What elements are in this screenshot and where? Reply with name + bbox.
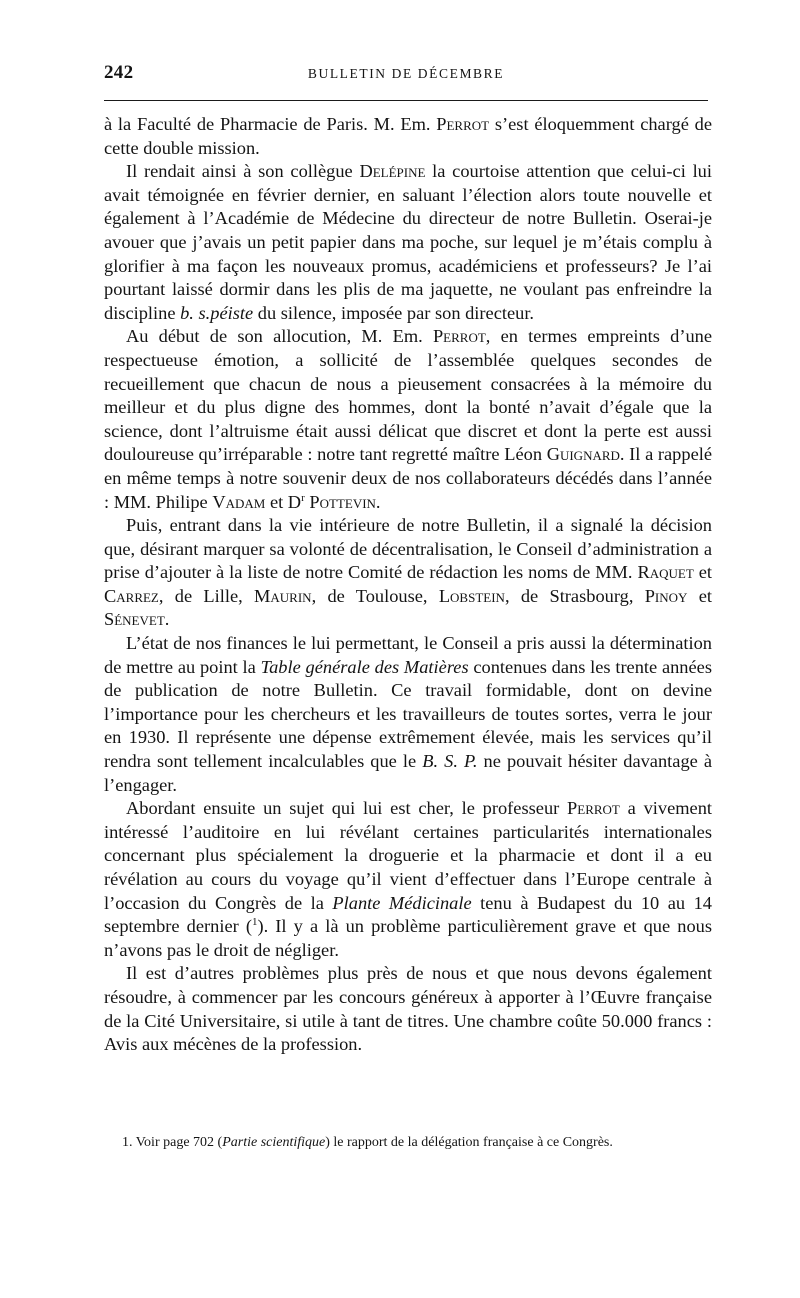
italic-text: Plante Médicinale — [332, 892, 472, 913]
text-run: Abordant ensuite un sujet qui lui est cher, le professeur — [126, 798, 568, 819]
paragraph — [104, 160, 712, 325]
footnote — [104, 1134, 708, 1152]
name-small-caps: Lobstein — [438, 585, 505, 606]
name-small-caps: Perrot — [436, 114, 490, 134]
italic-text: b. s.péiste — [180, 302, 254, 323]
text-run: , en termes empreints d’une respectueuse émotion, a sollicité de l’assemblée quelques secondes de recueillement que chacun de nous a pieusement consacrées à la mémoire du meilleur et du plus digne des hommes, dont la bonté n’avait d’égale que la science, dont l’altruisme était aussi délicat que discret et dont la perte est aussi douloureuse qu’irréparable : notre tant regretté maître Léon — [104, 326, 712, 465]
text-run: et — [693, 562, 712, 583]
text-run: contenues dans les trente années de publication de notre Bulletin. Ce travail formidable, dont on devine l’importance pour les chercheurs et les travailleurs de toutes sortes, verra le jour en 1930. Il représente une dépense extrêmement élevée, mais les services qu’il rendra sont tellement incalculables que le — [104, 656, 712, 772]
text-run: . — [375, 491, 381, 512]
italic-text: Partie scientifique — [222, 1135, 326, 1150]
paragraph — [104, 113, 712, 160]
text-run: . Il a rappelé en même temps à notre souvenir deux de nos collaborateurs décédés dans l’année : MM. Philipe — [104, 444, 713, 512]
text-run: a vivement intéressé l’auditoire en lui révélant certaines particularités internationales concernant plus spécialement la droguerie et la pharmacie et dont il a eu révélation au cours du voyage qu’il vient d’effectuer dans l’Europe centrale à l’occasion du Congrès de la — [104, 798, 712, 913]
text-run: la courtoise attention que celui-ci lui avait témoignée en février dernier, en saluant l’élection alors toute nouvelle et également à l’Académie de Médecine du directeur de notre Bulletin. Oserai-je avouer que j’avais un petit papier dans ma poche, sur lequel je m’étais complu à glorifier à ma façon les nouveaux promus, académiciens et professeurs? Je l’ai pourtant laissé dormir dans les plis de ma jaquette, ne voulant pas enfreindre la discipline — [104, 161, 712, 323]
paragraph — [104, 325, 712, 514]
name-small-caps: Carrez — [104, 585, 159, 606]
text-run: Il rendait ainsi à son collègue — [126, 161, 360, 182]
text-run: 1. Voir page 702 ( — [122, 1135, 223, 1150]
text-run: Au début de son allocution, M. Em. — [126, 326, 433, 347]
text-run: L’état de nos finances le lui permettant, le Conseil a pris aussi la détermination de mettre au point la — [104, 633, 712, 677]
name-small-caps: Raquet — [637, 562, 694, 583]
italic-text: Table générale des Matières — [260, 656, 469, 677]
paragraph — [104, 514, 712, 632]
text-run: tenu à Budapest du 10 au 14 septembre dernier ( — [104, 892, 712, 937]
text-run: à la Faculté de Pharmacie de Paris. M. Em. — [104, 114, 437, 134]
name-small-caps: Maurin — [254, 585, 312, 606]
text-run: et D — [265, 491, 302, 512]
text-run: , de Toulouse, — [311, 585, 439, 606]
page-number: 242 — [104, 62, 134, 83]
text-run: s’est éloquemment chargé de cette double mission. — [104, 114, 712, 158]
header-rule — [104, 100, 708, 101]
name-small-caps: Pottevin — [309, 491, 376, 512]
text-run: , de Lille, — [158, 585, 255, 606]
text-run: du silence, imposée par son directeur. — [253, 302, 535, 323]
page-header — [104, 62, 708, 86]
name-small-caps: Perrot — [432, 326, 486, 347]
paragraph — [104, 797, 712, 962]
name-small-caps: Vadam — [212, 491, 266, 512]
text-run: , de Strasbourg, — [504, 585, 645, 606]
text-run: ). Il y a là un problème particulièrement grave et que nous n’avons pas le droit de négliger. — [104, 916, 712, 960]
paragraph — [104, 962, 712, 1056]
name-small-caps: Guignard — [546, 444, 620, 465]
paragraph — [104, 632, 712, 797]
italic-text: B. S. P. — [422, 751, 478, 772]
name-small-caps: Delépine — [359, 161, 426, 182]
body-text — [104, 113, 712, 1057]
text-run: ne pouvait hésiter davantage à l’engager. — [104, 751, 713, 795]
text-run: ) le rapport de la délégation française à ce Congrès. — [325, 1135, 613, 1150]
name-small-caps: Sénevet — [104, 609, 165, 630]
superscript: 1 — [251, 916, 258, 929]
name-small-caps: Pinoy — [644, 585, 688, 606]
text-run: Puis, entrant dans la vie intérieure de notre Bulletin, il a signalé la décision que, désirant marquer sa volonté de décentralisation, le Conseil d’administration a prise d’ajouter à la liste de notre Comité de rédaction les noms de MM. — [104, 515, 712, 583]
name-small-caps: Perrot — [567, 798, 620, 819]
text-run: et — [687, 585, 712, 606]
superscript: r — [301, 491, 305, 504]
running-title: BULLETIN DE DÉCEMBRE — [307, 66, 505, 81]
text-run: . — [164, 609, 170, 630]
text-run: Il est d’autres problèmes plus près de nous et que nous devons également résoudre, à commencer par les concours généreux à apporter à l’Œuvre française de la Cité Universitaire, si utile à tant de titres. Une chambre coûte 50.000 francs : Avis aux mécènes de la profession. — [104, 963, 712, 1055]
